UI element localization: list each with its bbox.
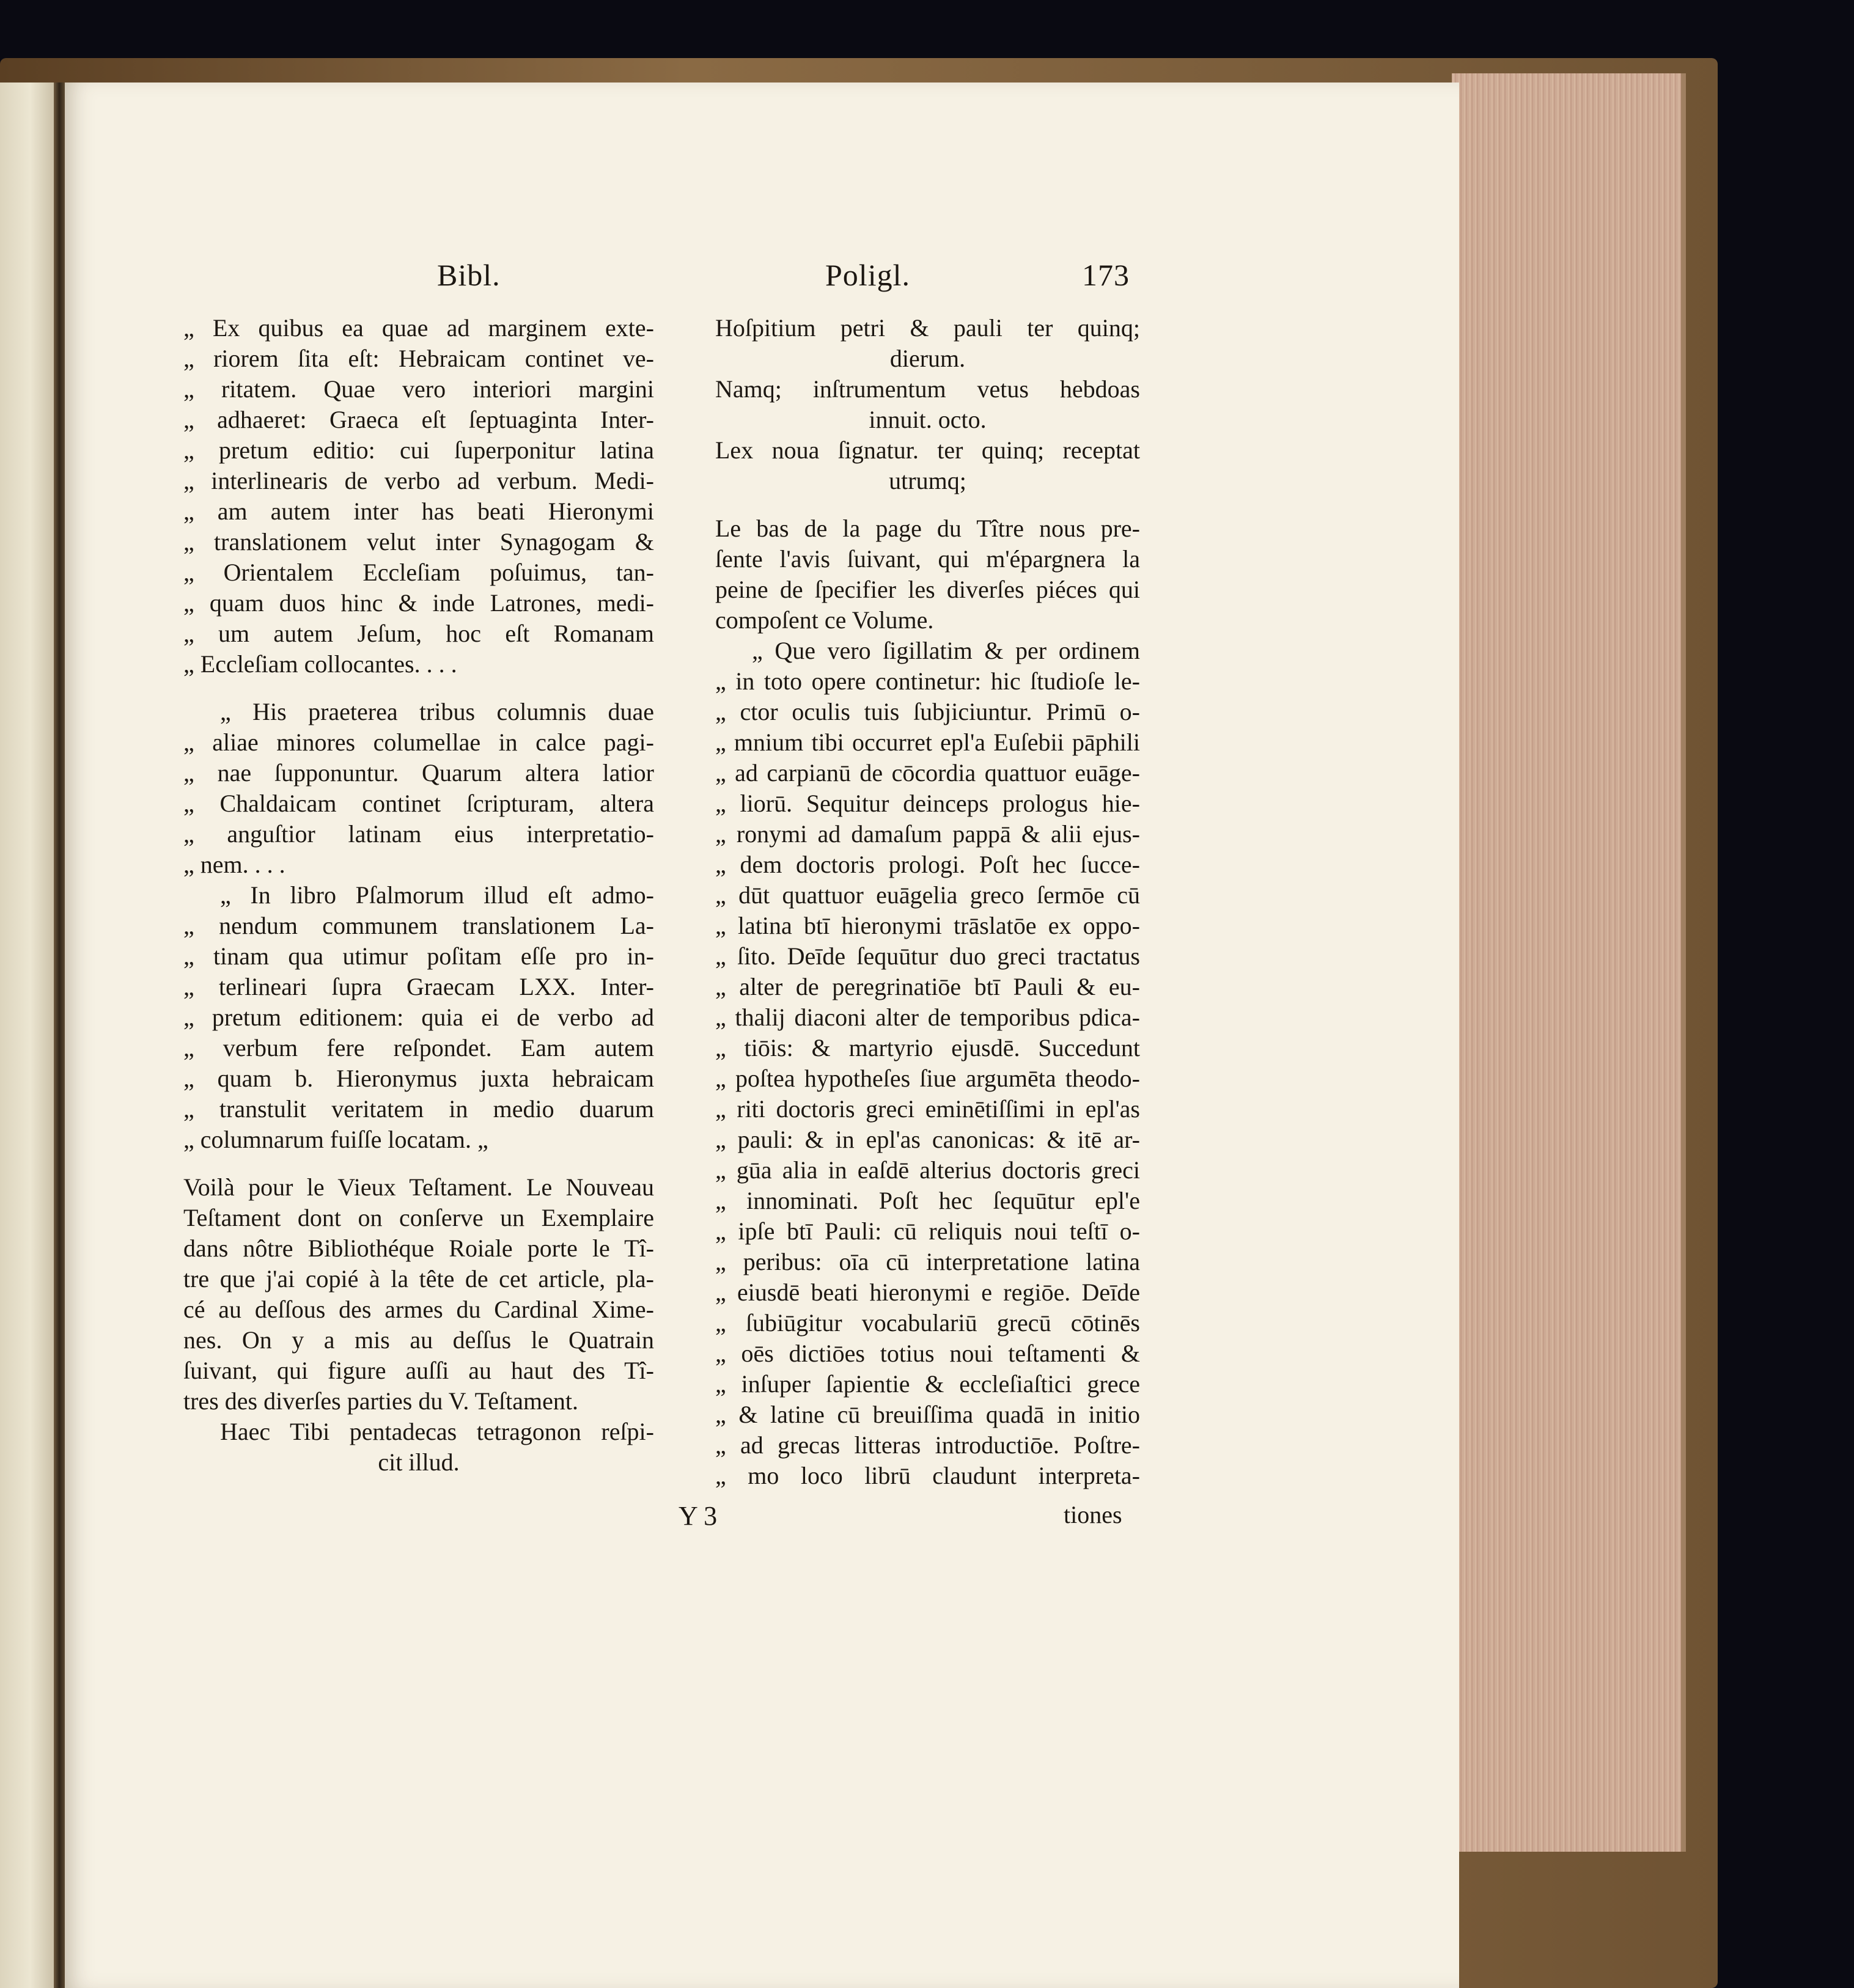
text-line: Haec Tibi pentadecas tetragonon reſpi- <box>220 1418 654 1445</box>
page-block-edge <box>1452 73 1686 1852</box>
text-line: „ alter de peregrinatiōe btī Pauli & eu- <box>715 973 1140 1000</box>
text-line: „ Chaldaicam continet ſcripturam, altera <box>183 790 654 817</box>
paragraph-gap <box>183 1155 654 1172</box>
text-line: Voilà pour le Vieux Teſtament. Le Nouveau <box>183 1173 654 1201</box>
text-line: „ pretum editionem: quia ei de verbo ad <box>183 1003 654 1031</box>
page-number: 173 <box>1082 258 1130 292</box>
text-line: Le bas de la page du Tître nous pre- <box>715 515 1140 542</box>
text-line: „ in toto opere continetur: hic ſtudioſe le- <box>715 667 1140 695</box>
text-line: „ nem. . . . <box>183 851 285 878</box>
text-line: „ In libro Pſalmorum illud eſt admo- <box>220 881 654 909</box>
text-line: „ Orientalem Eccleſiam poſuimus, tan- <box>183 559 654 586</box>
text-line: „ anguſtior latinam eius interpretatio- <box>183 820 654 848</box>
text-line: peine de ſpecifier les diverſes piéces qui <box>715 576 1140 603</box>
text-line: „ gūa alia in eaſdē alterius doctoris greci <box>715 1156 1140 1184</box>
text-line: „ ctor oculis tuis ſubjiciuntur. Primū o- <box>715 698 1140 725</box>
text-line: „ aliae minores columellae in calce pagi- <box>183 728 654 756</box>
text-line: ſuivant, qui figure auſſi au haut des Tî- <box>183 1357 654 1384</box>
running-head-left: Bibl. <box>437 258 501 292</box>
text-line: „ inſuper ſapientie & eccleſiaſtici grece <box>715 1370 1140 1398</box>
text-line: ſente l'avis ſuivant, qui m'épargnera la <box>715 545 1140 573</box>
running-head-center: Poligl. <box>825 258 910 292</box>
text-line: „ latina btī hieronymi trāslatōe ex oppo- <box>715 912 1140 939</box>
signature-mark: Y 3 <box>679 1501 718 1531</box>
text-line: „ Que vero ſigillatim & per ordinem <box>752 637 1140 664</box>
text-line: „ dūt quattuor euāgelia greco ſermōe cū <box>715 881 1140 909</box>
text-line: cit illud. <box>378 1448 460 1476</box>
text-line: Namq; inſtrumentum vetus hebdoas <box>715 375 1140 403</box>
text-line: „ & latine cū breuiſſima quadā in initio <box>715 1401 1140 1428</box>
text-line: „ thalij diaconi alter de temporibus pdica- <box>715 1003 1140 1031</box>
text-line: „ mnium tibi occurret epl'a Euſebii pāphili <box>715 728 1140 756</box>
text-line: „ tiōis: & martyrio ejusdē. Succedunt <box>715 1034 1140 1062</box>
text-line: „ quam b. Hieronymus juxta hebraicam <box>183 1065 654 1092</box>
text-line: „ ronymi ad damaſum pappā & alii ejus- <box>715 820 1140 848</box>
text-line: „ ad grecas litteras introductiōe. Poſtre- <box>715 1431 1140 1459</box>
text-line: „ innominati. Poſt hec ſequūtur epl'e <box>715 1187 1140 1214</box>
paragraph-gap <box>715 496 1140 513</box>
text-line: „ Eccleſiam collocantes. . . . <box>183 650 457 678</box>
text-line: „ ſito. Deīde ſequūtur duo greci tractatus <box>715 942 1140 970</box>
text-line: „ Ex quibus ea quae ad marginem exte- <box>183 314 654 342</box>
text-line: „ ad carpianū de cōcordia quattuor euāge- <box>715 759 1140 787</box>
text-line: „ columnarum fuiſſe locatam. „ <box>183 1126 488 1153</box>
left-page-edge <box>0 83 55 1988</box>
text-line: innuit. octo. <box>869 406 987 433</box>
book-gutter <box>54 83 65 1988</box>
text-line: „ ipſe btī Pauli: cū reliquis noui teſtī o- <box>715 1217 1140 1245</box>
paragraph-gap <box>183 680 654 697</box>
text-line: „ terlineari ſupra Graecam LXX. Inter- <box>183 973 654 1000</box>
text-line: „ tinam qua utimur poſitam eſſe pro in- <box>183 942 654 970</box>
text-line: tres des diverſes parties du V. Teſtament. <box>183 1387 578 1415</box>
text-line: „ quam duos hinc & inde Latrones, medi- <box>183 589 654 617</box>
text-line: „ eiusdē beati hieronymi e regiōe. Deīde <box>715 1278 1140 1306</box>
text-line: Lex noua ſignatur. ter quinq; receptat <box>715 436 1140 464</box>
text-line: Teſtament dont on conſerve un Exemplaire <box>183 1204 654 1231</box>
text-line: „ riorem ſita eſt: Hebraicam continet ve- <box>183 345 654 372</box>
text-line: „ poſtea hypotheſes ſiue argumēta theodo- <box>715 1065 1140 1092</box>
text-line: „ um autem Jeſum, hoc eſt Romanam <box>183 620 654 647</box>
text-line: „ oēs dictiōes totius noui teſtamenti & <box>715 1340 1140 1367</box>
text-line: „ dem doctoris prologi. Poſt hec ſucce- <box>715 851 1140 878</box>
text-line: cé au deſſous des armes du Cardinal Xime- <box>183 1296 654 1323</box>
text-line: utrumq; <box>889 467 966 494</box>
text-line: „ interlinearis de verbo ad verbum. Medi- <box>183 467 654 494</box>
text-line: „ nendum communem translationem La- <box>183 912 654 939</box>
text-column-right <box>715 313 1140 1491</box>
text-line: tre que j'ai copié à la tête de cet article, pla- <box>183 1265 654 1293</box>
text-line: „ riti doctoris greci eminētiſſimi in epl'as <box>715 1095 1140 1123</box>
text-line: „ liorū. Sequitur deinceps prologus hie- <box>715 790 1140 817</box>
text-line: „ verbum fere reſpondet. Eam autem <box>183 1034 654 1062</box>
text-line: „ am autem inter has beati Hieronymi <box>183 497 654 525</box>
text-line: „ ritatem. Quae vero interiori margini <box>183 375 654 403</box>
text-line: „ mo loco librū claudunt interpreta- <box>715 1462 1140 1489</box>
text-line: „ nae ſupponuntur. Quarum altera latior <box>183 759 654 787</box>
text-line: „ translationem velut inter Synagogam & <box>183 528 654 556</box>
text-line: „ transtulit veritatem in medio duarum <box>183 1095 654 1123</box>
text-line: dierum. <box>889 345 966 372</box>
text-line: „ adhaeret: Graeca eſt ſeptuaginta Inter- <box>183 406 654 433</box>
text-line: nes. On y a mis au deſſus le Quatrain <box>183 1326 654 1354</box>
text-line: compoſent ce Volume. <box>715 606 934 634</box>
catchword: tiones <box>1064 1501 1122 1528</box>
text-column-left <box>183 313 654 1478</box>
text-line: „ pretum editio: cui ſuperponitur latina <box>183 436 654 464</box>
text-line: „ His praeterea tribus columnis duae <box>220 698 654 725</box>
text-line: „ pauli: & in epl'as canonicas: & itē ar- <box>715 1126 1140 1153</box>
text-line: „ ſubiūgitur vocabulariū grecū cōtinēs <box>715 1309 1140 1337</box>
text-line: Hoſpitium petri & pauli ter quinq; <box>715 314 1140 342</box>
text-line: „ peribus: oīa cū interpretatione latina <box>715 1248 1140 1275</box>
text-line: dans nôtre Bibliothéque Roiale porte le Tî- <box>183 1234 654 1262</box>
